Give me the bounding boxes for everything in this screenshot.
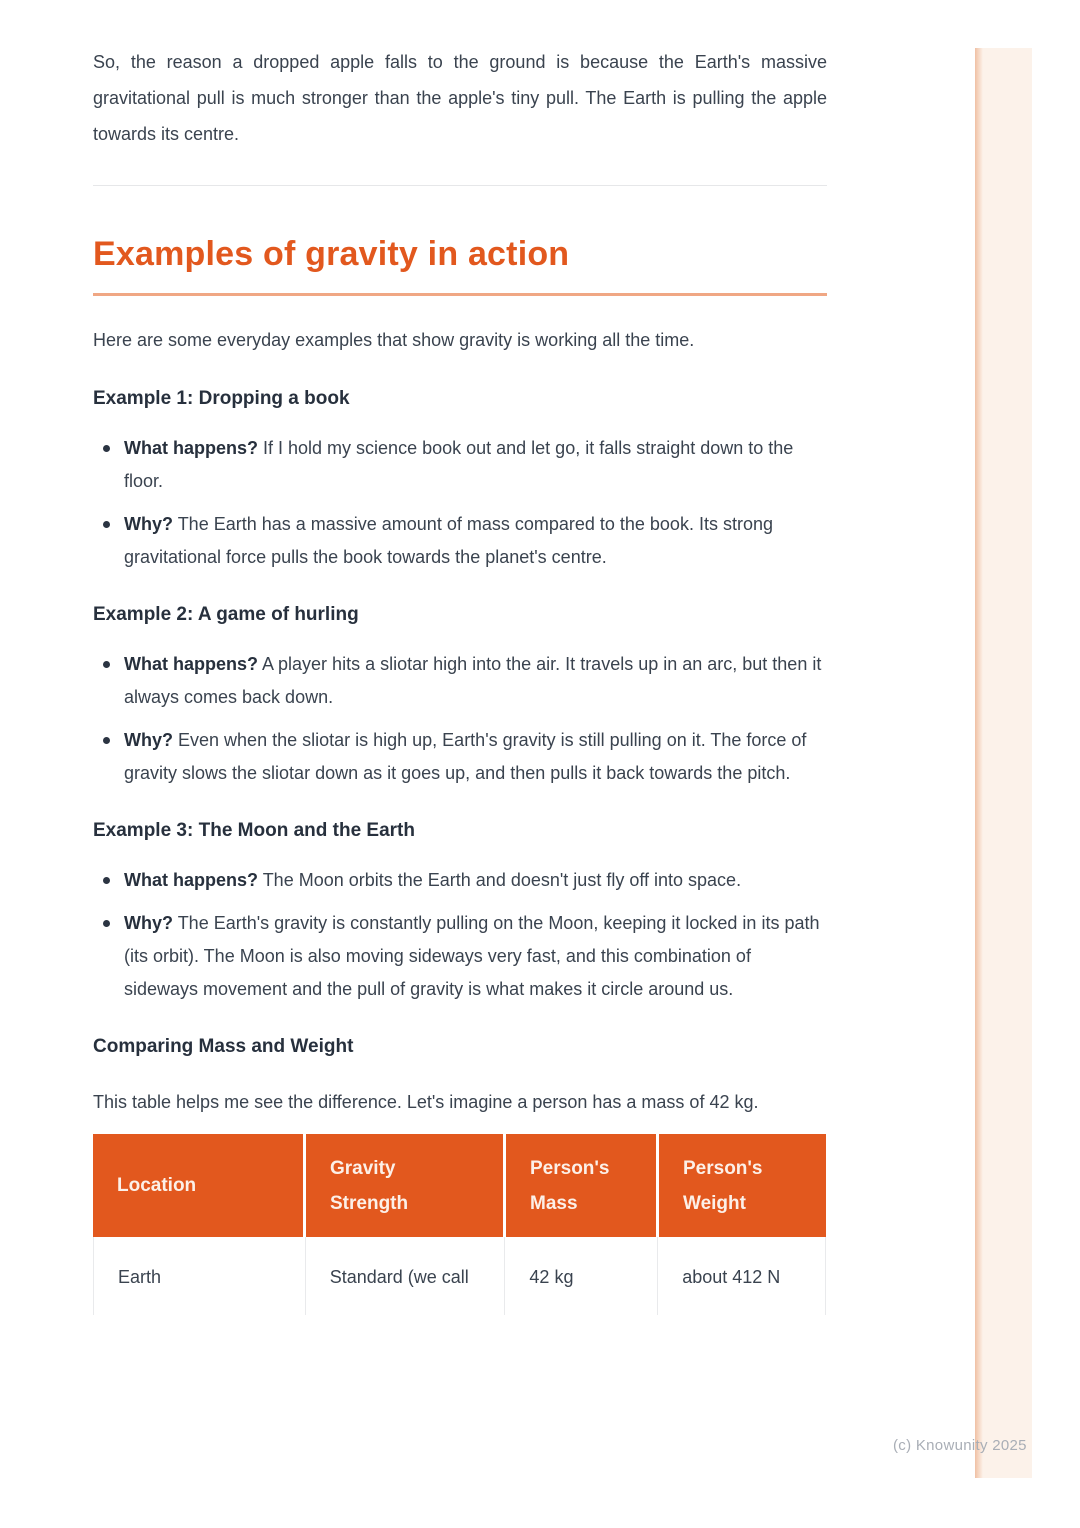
bullet-label: Why? — [124, 730, 173, 750]
bullet-text: The Earth's gravity is constantly pulling on the Moon, keeping it locked in its path (its orbit). The Moon is also moving sideways very fast, and this combination of sideways movement and the pull of gravity is what makes it circle around us. — [124, 913, 820, 999]
example-2-title: Example 2: A game of hurling — [93, 604, 359, 625]
bullet-text: A player hits a sliotar high into the air. It travels up in an arc, but then it always comes back down. — [124, 654, 822, 707]
bullet-label: What happens? — [124, 438, 258, 458]
list-item — [124, 508, 827, 574]
page-title: Examples of gravity in action — [93, 234, 827, 296]
list-item — [124, 432, 827, 498]
mass-weight-table — [93, 1134, 826, 1315]
watermark: (c) Knowunity 2025 — [893, 1437, 1027, 1454]
bullet-text: The Earth has a massive amount of mass compared to the book. Its strong gravitational force pulls the book towards the planet's centre. — [124, 514, 773, 567]
example-3-title: Example 3: The Moon and the Earth — [93, 820, 415, 841]
table-cell-location: Earth — [94, 1237, 306, 1315]
table-row — [93, 1237, 826, 1315]
example-3-list — [93, 864, 827, 1006]
bullet-label: Why? — [124, 514, 173, 534]
list-item — [124, 907, 827, 1006]
column-header-persons-weight: Person's Weight — [659, 1134, 826, 1237]
list-item — [124, 724, 827, 790]
table-cell-persons-weight: about 412 N — [682, 1267, 781, 1287]
lead-paragraph: Here are some everyday examples that show gravity is working all the time. — [93, 330, 695, 350]
bullet-text: If I hold my science book out and let go, it falls straight down to the floor. — [124, 438, 794, 491]
section-divider — [93, 185, 827, 186]
example-1-list — [93, 432, 827, 574]
column-header-persons-mass: Person's Mass — [506, 1134, 659, 1237]
page-edge-stripe — [975, 48, 1032, 1478]
comparison-paragraph: This table helps me see the difference. Let's imagine a person has a mass of 42 kg. — [93, 1092, 759, 1112]
table-cell-persons-mass: 42 kg — [505, 1237, 658, 1315]
bullet-text: The Moon orbits the Earth and doesn't just fly off into space. — [262, 870, 742, 890]
list-item — [124, 648, 827, 714]
list-item — [124, 864, 827, 897]
content-column — [93, 0, 827, 1315]
comparison-title: Comparing Mass and Weight — [93, 1036, 354, 1057]
intro-paragraph: So, the reason a dropped apple falls to the ground is because the Earth's massive gravitational pull is much stronger than the apple's tiny pull. The Earth is pulling the apple towards its centre. — [93, 52, 827, 144]
example-2-list — [93, 648, 827, 790]
column-header-location: Location — [93, 1134, 306, 1237]
example-1-title: Example 1: Dropping a book — [93, 388, 350, 409]
bullet-label: What happens? — [124, 870, 258, 890]
bullet-label: Why? — [124, 913, 173, 933]
bullet-text: Even when the sliotar is high up, Earth's gravity is still pulling on it. The force of gravity slows the sliotar down as it goes up, and then pulls it back towards the pitch. — [124, 730, 807, 783]
table-cell-gravity-strength: Standard (we call — [306, 1237, 506, 1315]
table-header-row — [93, 1134, 826, 1237]
bullet-label: What happens? — [124, 654, 258, 674]
column-header-gravity-strength: Gravity Strength — [306, 1134, 506, 1237]
